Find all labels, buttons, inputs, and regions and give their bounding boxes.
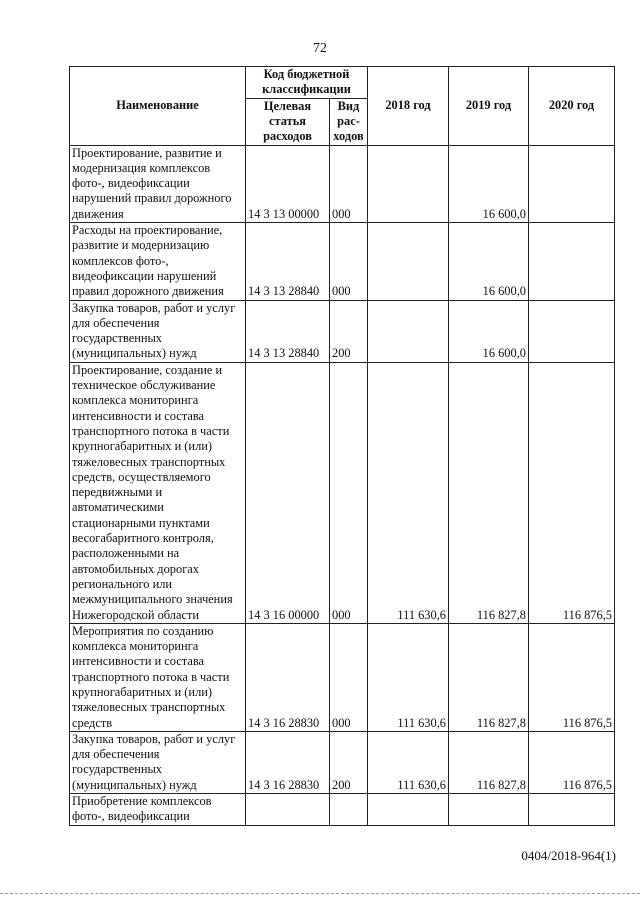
row-2019: 116 827,8: [449, 362, 529, 623]
table-row: [70, 623, 615, 731]
table-row: [70, 794, 615, 826]
row-2019: 116 827,8: [449, 731, 529, 793]
row-name: Проектирование, создание и техническое обслуживание комплекса мониторинга интенсивности и состава транспортного потока в части крупногабаритных и (или) тяжеловесных транспортных средств, осуществляемого передвижными и автоматическими стационарными пунктами весогабаритного контроля, расположенными на автомобильных дорогах регионального или межмуниципального значения Нижегородской области: [70, 362, 246, 623]
row-expense-type: 000: [330, 145, 368, 222]
row-2020: 116 876,5: [529, 731, 615, 793]
table-row: [70, 145, 615, 222]
table-row: [70, 362, 615, 623]
row-2020: 116 876,5: [529, 362, 615, 623]
row-name: Закупка товаров, работ и услуг для обеспечения государственных (муниципальных) нужд: [70, 300, 246, 362]
row-2019: 16 600,0: [449, 223, 529, 300]
header-year-2018: 2018 год: [368, 67, 449, 146]
row-code: 14 3 16 28830: [246, 731, 330, 793]
row-2018: [368, 223, 449, 300]
header-target-article: Целевая статья расходов: [246, 98, 330, 145]
row-name: Проектирование, развитие и модернизация комплексов фото-, видеофиксации нарушений правил дорожного движения: [70, 145, 246, 222]
row-code: [246, 794, 330, 826]
row-name: Мероприятия по созданию комплекса мониторинга интенсивности и состава транспортного потока в части крупногабаритных и (или) тяжеловесных транспортных средств: [70, 623, 246, 731]
header-expense-type: Вид рас-ходов: [330, 98, 368, 145]
row-code: 14 3 16 00000: [246, 362, 330, 623]
row-code: 14 3 13 28840: [246, 223, 330, 300]
row-2019: 116 827,8: [449, 623, 529, 731]
page-bottom-divider: [0, 893, 640, 894]
row-expense-type: 000: [330, 223, 368, 300]
row-expense-type: 000: [330, 362, 368, 623]
header-year-2019: 2019 год: [449, 67, 529, 146]
header-budget-code: Код бюджетной классификации: [246, 67, 368, 99]
budget-table: [69, 66, 615, 826]
row-2020: [529, 223, 615, 300]
row-expense-type: 200: [330, 300, 368, 362]
row-name: Расходы на проектирование, развитие и модернизацию комплексов фото-, видеофиксации нарушений правил дорожного движения: [70, 223, 246, 300]
header-year-2020: 2020 год: [529, 67, 615, 146]
row-2018: 111 630,6: [368, 362, 449, 623]
row-2020: [529, 300, 615, 362]
row-2018: 111 630,6: [368, 623, 449, 731]
row-2020: [529, 794, 615, 826]
row-code: 14 3 16 28830: [246, 623, 330, 731]
row-2018: 111 630,6: [368, 731, 449, 793]
row-2019: 16 600,0: [449, 145, 529, 222]
row-2019: 16 600,0: [449, 300, 529, 362]
row-expense-type: 000: [330, 623, 368, 731]
header-name: Наименование: [70, 67, 246, 146]
row-name: Закупка товаров, работ и услуг для обеспечения государственных (муниципальных) нужд: [70, 731, 246, 793]
table-row: [70, 300, 615, 362]
row-code: 14 3 13 00000: [246, 145, 330, 222]
table-row: [70, 731, 615, 793]
row-2018: [368, 145, 449, 222]
row-name: Приобретение комплексов фото-, видеофиксации: [70, 794, 246, 826]
row-2018: [368, 300, 449, 362]
page-number: 72: [313, 41, 327, 56]
row-expense-type: [330, 794, 368, 826]
row-expense-type: 200: [330, 731, 368, 793]
row-2020: 116 876,5: [529, 623, 615, 731]
table-row: [70, 223, 615, 300]
document-reference: 0404/2018-964(1): [521, 848, 616, 863]
row-2018: [368, 794, 449, 826]
row-code: 14 3 13 28840: [246, 300, 330, 362]
row-2019: [449, 794, 529, 826]
row-2020: [529, 145, 615, 222]
